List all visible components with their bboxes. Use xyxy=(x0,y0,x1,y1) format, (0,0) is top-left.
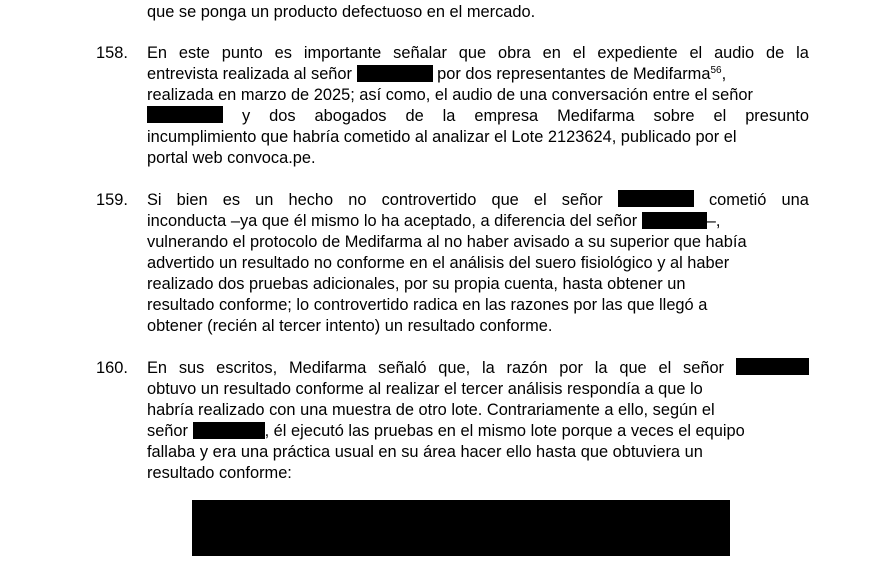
text-line xyxy=(147,421,809,442)
word: en xyxy=(542,44,561,62)
word: hecho xyxy=(288,191,334,209)
text-line xyxy=(147,358,809,379)
word: señaló xyxy=(378,359,427,377)
word: de xyxy=(405,107,424,125)
text-line xyxy=(147,106,809,127)
word: En xyxy=(147,359,168,377)
redaction-bar xyxy=(642,212,707,229)
word: que xyxy=(458,44,487,62)
redacted-quote-block xyxy=(192,500,730,556)
word: importante xyxy=(303,44,382,62)
word: el xyxy=(572,44,586,62)
text-line: realizado dos pruebas adicionales, por su propia cuenta, hasta obtener un xyxy=(147,275,686,293)
word: audio xyxy=(714,44,755,62)
word: escritos, xyxy=(216,359,278,377)
paragraph-number: 159. xyxy=(96,191,128,209)
text-line xyxy=(147,211,809,232)
text-run: señor xyxy=(147,422,189,440)
word: y xyxy=(241,107,251,125)
word: señor xyxy=(561,191,603,209)
previous-paragraph-tail: que se ponga un producto defectuoso en el mercado. xyxy=(147,3,536,21)
word: es xyxy=(274,44,292,62)
redaction-bar xyxy=(357,65,433,82)
word: el xyxy=(713,107,727,125)
text-line: advertido un resultado no conforme en el análisis del suero fisiológico y al haber xyxy=(147,254,730,272)
text-run: inconducta –ya que él mismo lo ha aceptado, a diferencia del señor xyxy=(147,212,638,230)
redaction-bar xyxy=(193,422,265,439)
word: sus xyxy=(178,359,205,377)
word: la xyxy=(481,359,495,377)
word: de xyxy=(766,44,785,62)
text-run: –, xyxy=(706,212,721,230)
text-line xyxy=(147,64,809,85)
paragraph-body xyxy=(147,358,809,484)
word: presunto xyxy=(745,107,809,125)
word: bien xyxy=(176,191,208,209)
redaction-bar xyxy=(147,106,223,123)
text-line: resultado conforme: xyxy=(147,464,292,482)
text-line: portal web convoca.pe. xyxy=(147,149,316,167)
word: una xyxy=(781,191,809,209)
word: cometió xyxy=(708,191,767,209)
word: razón xyxy=(506,359,548,377)
redaction-bar xyxy=(618,190,694,207)
word: la xyxy=(442,107,456,125)
word: es xyxy=(222,191,241,209)
redaction-bar xyxy=(736,358,809,375)
word: el xyxy=(689,44,703,62)
paragraph-number: 160. xyxy=(96,359,128,377)
word: el xyxy=(533,191,547,209)
word: En xyxy=(147,44,168,62)
word: expediente xyxy=(597,44,678,62)
word: por xyxy=(559,359,583,377)
text-line: resultado conforme; lo controvertido radica en las razones por las que llegó a xyxy=(147,296,708,314)
text-line: obtener (recién al tercer intento) un resultado conforme. xyxy=(147,317,553,335)
word: que, xyxy=(438,359,471,377)
word: este xyxy=(178,44,210,62)
word: controvertido xyxy=(381,191,477,209)
text-run: por dos representantes de Medifarma xyxy=(437,65,711,83)
word: el xyxy=(658,359,672,377)
paragraph-number: 158. xyxy=(96,44,128,62)
word: abogados xyxy=(314,107,387,125)
word: Medifarma xyxy=(288,359,367,377)
word: un xyxy=(255,191,274,209)
text-run: entrevista realizada al señor xyxy=(147,65,352,83)
text-run: , él ejecutó las pruebas en el mismo lote porque a veces el equipo xyxy=(264,422,745,440)
footnote-reference[interactable]: 56 xyxy=(710,65,722,76)
word: no xyxy=(348,191,367,209)
word: sobre xyxy=(653,107,695,125)
word: Si xyxy=(147,191,162,209)
text-line xyxy=(147,43,809,64)
text-line: fallaba y era una práctica usual en su área hacer ello hasta que obtuviera un xyxy=(147,443,703,461)
paragraph-body xyxy=(147,190,809,337)
word: que xyxy=(491,191,519,209)
word: señalar xyxy=(393,44,447,62)
text-line: obtuvo un resultado conforme al realizar el tercer análisis respondía a que lo xyxy=(147,380,703,398)
word: empresa xyxy=(474,107,539,125)
word: obra xyxy=(497,44,531,62)
word: punto xyxy=(221,44,263,62)
text-line: incumplimiento que habría cometido al analizar el Lote 2123624, publicado por el xyxy=(147,128,737,146)
word: la xyxy=(796,44,809,62)
text-line xyxy=(147,190,809,211)
word: señor xyxy=(683,359,725,377)
word: Medifarma xyxy=(557,107,635,125)
text-line: realizada en marzo de 2025; así como, el audio de una conversación entre el señor xyxy=(147,86,753,104)
word: dos xyxy=(269,107,296,125)
text-run: , xyxy=(721,65,727,83)
word: la xyxy=(594,359,608,377)
text-line: habría realizado con una muestra de otro lote. Contrariamente a ello, según el xyxy=(147,401,715,419)
paragraph-body xyxy=(147,43,809,169)
word: que xyxy=(619,359,647,377)
text-line: vulnerando el protocolo de Medifarma al no haber avisado a su superior que había xyxy=(147,233,747,251)
